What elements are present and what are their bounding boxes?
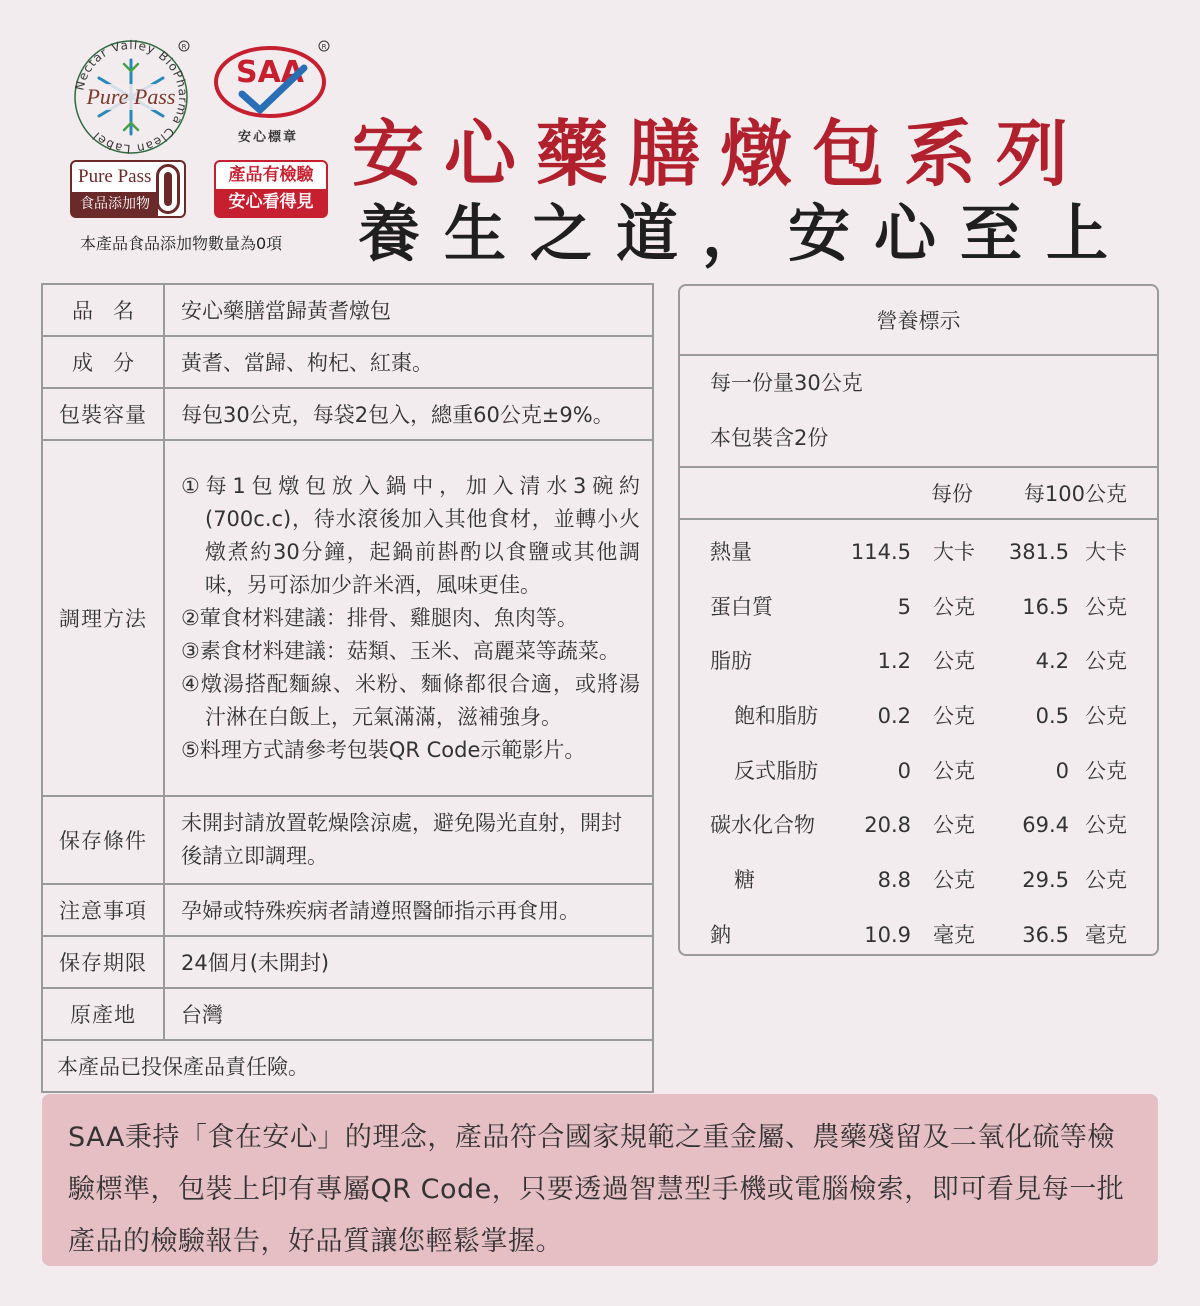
value-per-serving: 20.8 xyxy=(864,813,911,838)
method-step: ②葷食材料建議：排骨、雞腿肉、魚肉等。 xyxy=(181,605,578,630)
purepass-badge-bottom: 食品添加物 xyxy=(72,192,158,216)
nutrition-header-row xyxy=(680,468,1157,520)
spec-label: 包裝容量 xyxy=(42,388,164,440)
saa-badge-line1: 產品有檢驗 xyxy=(216,162,326,189)
unit-per-100g: 公克 xyxy=(1085,758,1127,783)
method-step: ⑤料理方式請參考包裝QR Code示範影片。 xyxy=(181,737,586,762)
footer-note: SAA秉持「食在安心」的理念，產品符合國家規範之重金屬、農藥殘留及二氧化硫等檢驗標準，包裝上印有專屬QR Code，只要透過智慧型手機或電腦檢索，即可看見每一批產品的檢驗報告，好品質讓您輕鬆掌握。 xyxy=(42,1094,1158,1266)
spec-row-storage xyxy=(42,796,653,884)
nutrition-title: 營養標示 xyxy=(680,286,1157,356)
col-per-serving: 每份 xyxy=(931,482,973,506)
value-per-100g: 69.4 xyxy=(1022,813,1069,838)
value-per-serving: 0 xyxy=(897,758,911,783)
value-per-100g: 16.5 xyxy=(1022,594,1069,619)
value-per-100g: 36.5 xyxy=(1022,922,1069,947)
unit-per-100g: 公克 xyxy=(1085,649,1127,674)
saa-badge xyxy=(214,160,328,218)
unit-per-100g: 毫克 xyxy=(1085,922,1127,947)
purepass-ring-text: Nectar Valley BioPharma Clean Label xyxy=(72,38,190,156)
unit-per-100g: 公克 xyxy=(1085,868,1127,893)
value-per-serving: 10.9 xyxy=(864,922,911,947)
unit-per-100g: 公克 xyxy=(1085,704,1127,729)
nutrition-row xyxy=(680,524,1157,579)
spec-value: 安心藥膳當歸黃耆燉包 xyxy=(164,284,653,336)
serving-size: 每一份量30公克 xyxy=(710,371,863,395)
unit-per-100g: 公克 xyxy=(1085,813,1127,838)
nutrient-name: 糖 xyxy=(734,868,755,893)
zero-icon xyxy=(156,164,180,214)
unit-per-serving: 公克 xyxy=(933,758,975,783)
spec-row-method xyxy=(42,440,653,796)
spec-label: 注意事項 xyxy=(42,884,164,936)
spec-row-package xyxy=(42,388,653,440)
nutrition-row xyxy=(680,743,1157,798)
nutrient-name: 碳水化合物 xyxy=(710,813,815,838)
purepass-badge xyxy=(70,160,186,218)
value-per-100g: 0 xyxy=(1055,758,1069,783)
spec-row-name xyxy=(42,284,653,336)
page-title: 安心藥膳燉包系列 xyxy=(352,112,1089,196)
value-per-serving: 1.2 xyxy=(877,649,911,674)
saa-badge-line2: 安心看得見 xyxy=(228,192,314,212)
spec-label: 調理方法 xyxy=(42,440,164,796)
spec-value: 24個月(未開封) xyxy=(164,936,653,988)
saa-caption: 安心標章 xyxy=(238,130,299,145)
value-per-serving: 5 xyxy=(897,594,911,619)
unit-per-serving: 公克 xyxy=(933,649,975,674)
insurance-note: 本產品已投保產品責任險。 xyxy=(42,1040,653,1092)
value-per-100g: 4.2 xyxy=(1035,649,1069,674)
spec-label: 保存期限 xyxy=(42,936,164,988)
unit-per-serving: 大卡 xyxy=(933,540,975,564)
svg-text:R: R xyxy=(321,43,327,51)
purepass-logo xyxy=(72,38,190,156)
spec-label: 保存條件 xyxy=(42,796,164,884)
nutrition-row xyxy=(680,688,1157,743)
value-per-serving: 114.5 xyxy=(850,540,911,564)
nutrition-row xyxy=(680,633,1157,688)
method-steps xyxy=(164,440,653,796)
unit-per-100g: 大卡 xyxy=(1085,540,1127,564)
value-per-100g: 0.5 xyxy=(1035,704,1069,729)
unit-per-100g: 公克 xyxy=(1085,594,1127,619)
nutrient-name: 反式脂肪 xyxy=(734,758,818,783)
spec-label: 品名 xyxy=(42,284,164,336)
col-per-100g: 每100公克 xyxy=(1023,482,1127,506)
spec-row-shelf xyxy=(42,936,653,988)
purepass-logo-text: Pure Pass xyxy=(86,84,176,109)
spec-row-caution xyxy=(42,884,653,936)
nutrition-row xyxy=(680,797,1157,852)
nutrition-row xyxy=(680,907,1157,956)
nutrition-row xyxy=(680,852,1157,907)
spec-row-insurance xyxy=(42,1040,653,1092)
additive-note: 本產品食品添加物數量為0項 xyxy=(80,234,283,253)
value-per-100g: 381.5 xyxy=(1008,540,1069,564)
method-step: ①每1包燉包放入鍋中，加入清水3碗約(700c.c)，待水滾後加入其他食材，並轉小火燉煮約30分鐘，起鍋前斟酌以食鹽或其他調味，另可添加少許米酒，風味更佳。 xyxy=(181,473,640,597)
spec-value: 台灣 xyxy=(164,988,653,1040)
nutrition-rows xyxy=(680,520,1157,956)
svg-text:R: R xyxy=(181,43,187,51)
spec-value: 黃耆、當歸、枸杞、紅棗。 xyxy=(164,336,653,388)
nutrient-name: 飽和脂肪 xyxy=(734,704,818,729)
nutrition-row xyxy=(680,579,1157,634)
spec-table xyxy=(41,283,654,1093)
nutrient-name: 脂肪 xyxy=(710,649,752,674)
spec-label: 原產地 xyxy=(42,988,164,1040)
value-per-serving: 8.8 xyxy=(877,868,911,893)
saa-logo-text: SAA xyxy=(235,55,305,90)
nutrition-panel xyxy=(678,284,1159,956)
purepass-badge-top: Pure Pass xyxy=(78,166,152,187)
unit-per-serving: 毫克 xyxy=(933,922,975,947)
spec-value: 每包30公克，每袋2包入，總重60公克±9%。 xyxy=(164,388,653,440)
method-step: ④燉湯搭配麵線、米粉、麵條都很合適，或將湯汁淋在白飯上，元氣滿滿，滋補強身。 xyxy=(181,671,640,729)
nutrient-name: 熱量 xyxy=(710,540,752,564)
method-step: ③素食材料建議：菇類、玉米、高麗菜等蔬菜。 xyxy=(181,638,620,663)
servings-count: 本包裝含2份 xyxy=(680,411,1157,468)
value-per-serving: 0.2 xyxy=(877,704,911,729)
unit-per-serving: 公克 xyxy=(933,704,975,729)
spec-label: 成分 xyxy=(42,336,164,388)
spec-row-origin xyxy=(42,988,653,1040)
spec-value: 孕婦或特殊疾病者請遵照醫師指示再食用。 xyxy=(164,884,653,936)
spec-row-ingredients xyxy=(42,336,653,388)
nutrient-name: 蛋白質 xyxy=(710,594,773,619)
unit-per-serving: 公克 xyxy=(933,868,975,893)
unit-per-serving: 公克 xyxy=(933,594,975,619)
value-per-100g: 29.5 xyxy=(1022,868,1069,893)
spec-value: 未開封請放置乾燥陰涼處，避免陽光直射，開封後請立即調理。 xyxy=(164,796,653,884)
unit-per-serving: 公克 xyxy=(933,813,975,838)
nutrient-name: 鈉 xyxy=(710,922,731,947)
page-subtitle: 養生之道，安心至上 xyxy=(358,197,1133,270)
